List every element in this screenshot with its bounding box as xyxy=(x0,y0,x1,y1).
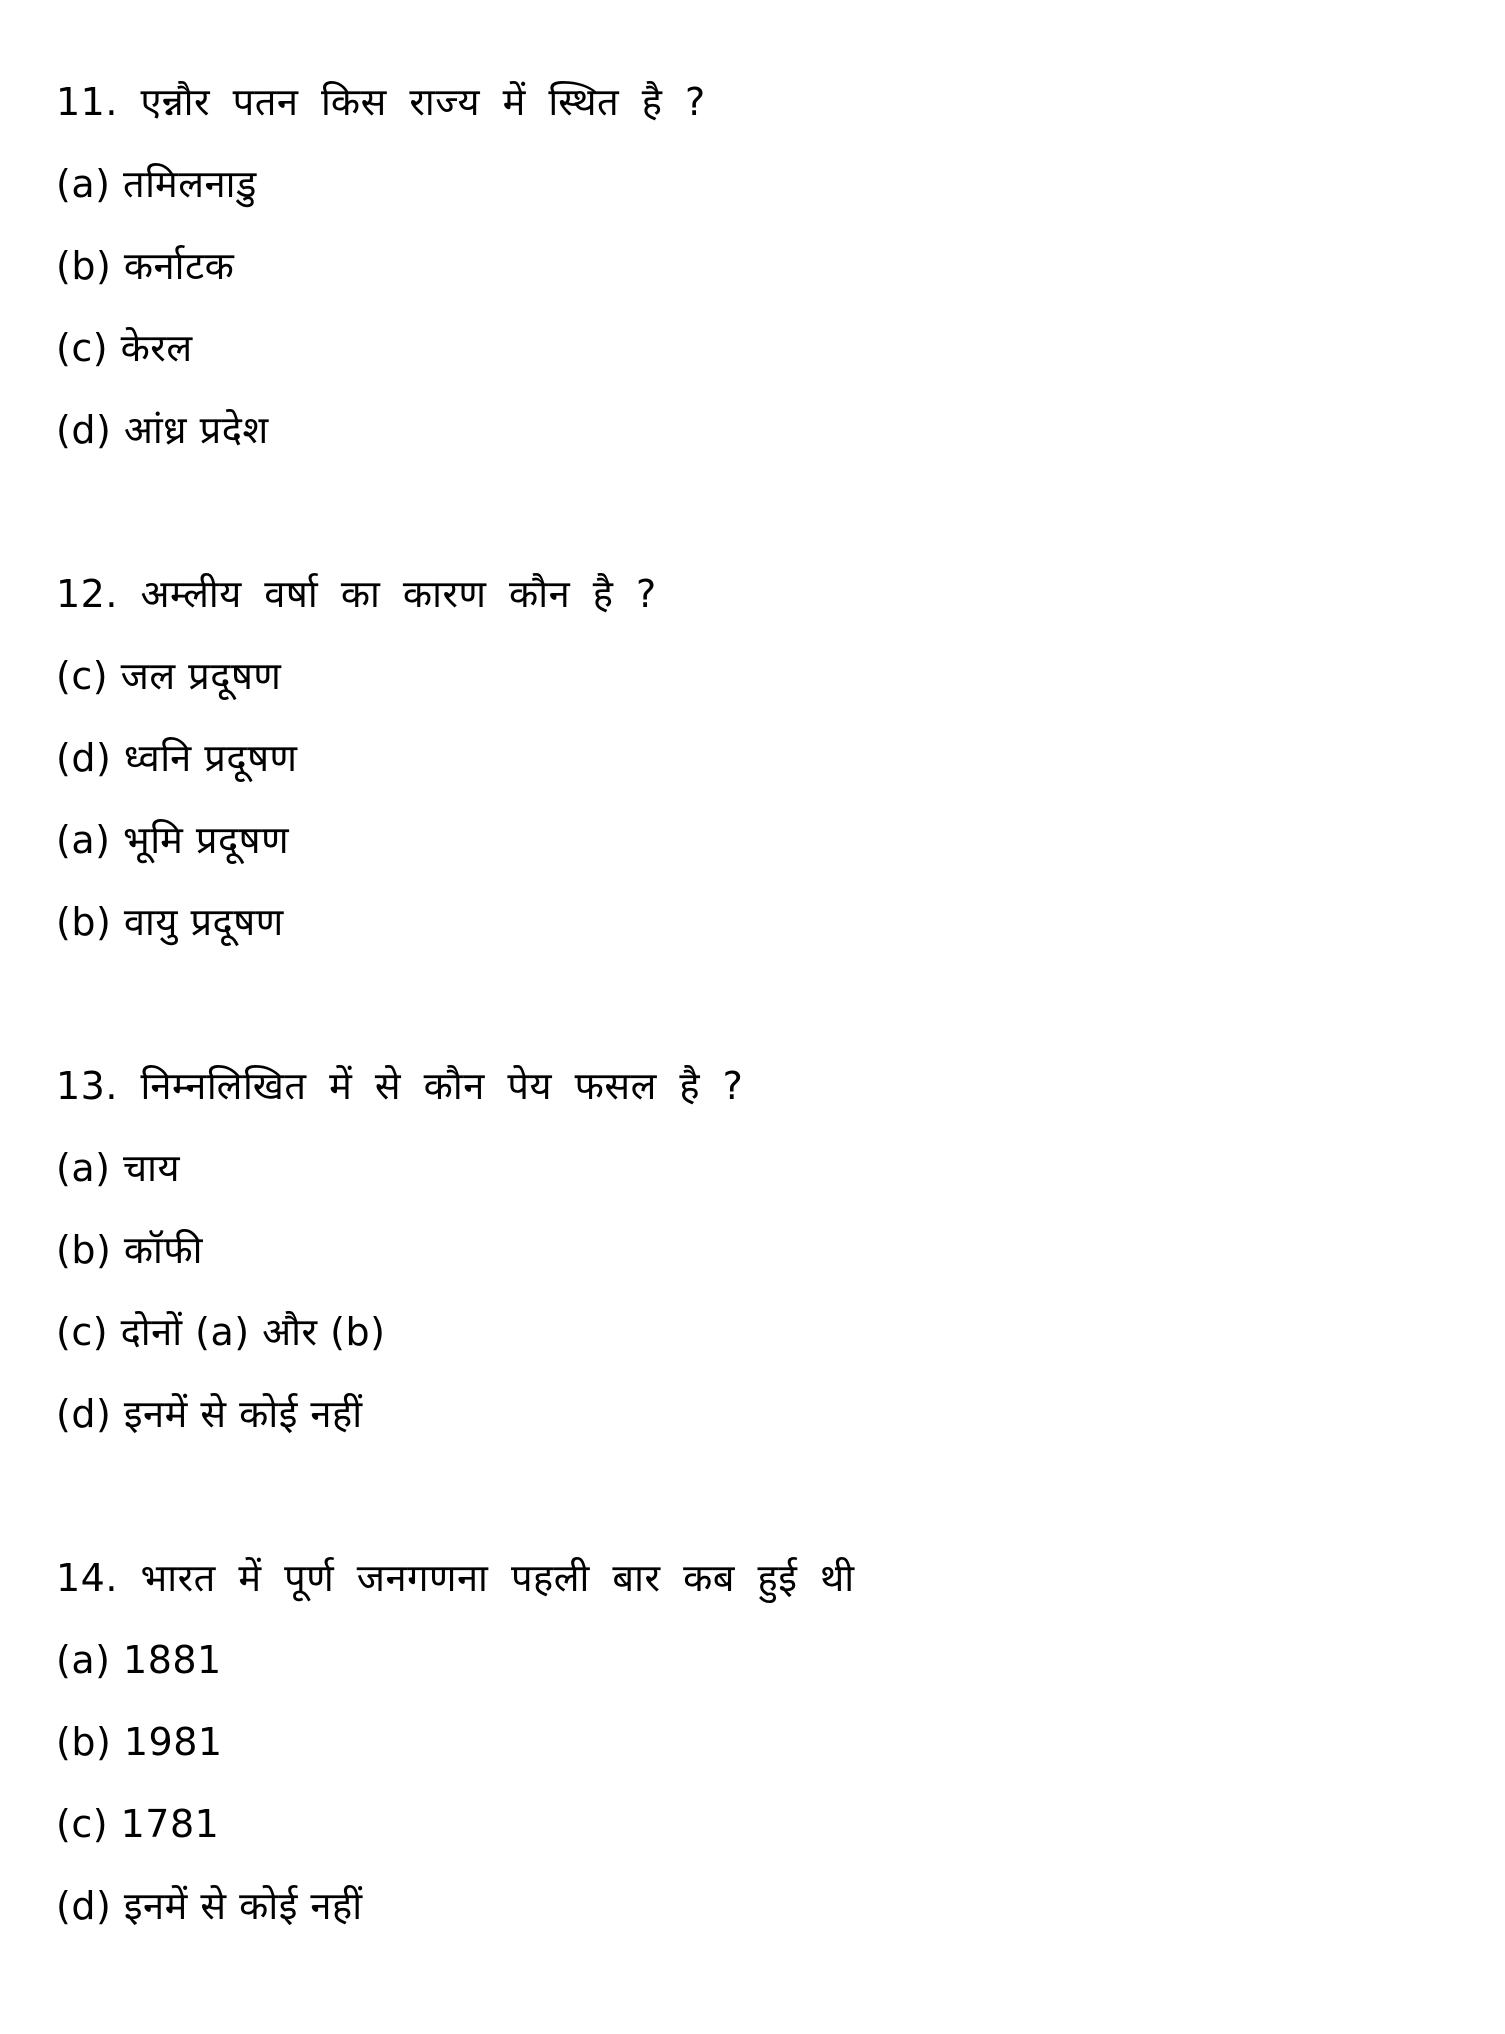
q12-option-d: (d) ध्वनि प्रदूषण xyxy=(56,736,298,780)
q13-option-b: (b) कॉफी xyxy=(56,1228,204,1272)
q14-option-d: (d) इनमें से कोई नहीं xyxy=(56,1884,363,1928)
q11-option-c: (c) केरल xyxy=(56,326,193,370)
q13-option-c: (c) दोनों (a) और (b) xyxy=(56,1310,386,1354)
q12-option-a: (a) भूमि प्रदूषण xyxy=(56,818,290,862)
q11-option-b: (b) कर्नाटक xyxy=(56,244,235,288)
question-12: 12. अम्लीय वर्षा का कारण कौन है ? xyxy=(56,572,657,616)
q11-option-a: (a) तमिलनाडु xyxy=(56,162,257,206)
q12-option-c: (c) जल प्रदूषण xyxy=(56,654,282,698)
q14-option-a: (a) 1881 xyxy=(56,1638,222,1682)
question-14: 14. भारत में पूर्ण जनगणना पहली बार कब हुई थी xyxy=(56,1556,855,1600)
q13-option-a: (a) चाय xyxy=(56,1146,181,1190)
q11-option-d: (d) आंध्र प्रदेश xyxy=(56,408,269,452)
question-11: 11. एन्नौर पतन किस राज्य में स्थित है ? xyxy=(56,80,706,124)
q12-option-b: (b) वायु प्रदूषण xyxy=(56,900,284,944)
q13-option-d: (d) इनमें से कोई नहीं xyxy=(56,1392,363,1436)
question-13: 13. निम्नलिखित में से कौन पेय फसल है ? xyxy=(56,1064,744,1108)
q14-option-b: (b) 1981 xyxy=(56,1720,223,1764)
q14-option-c: (c) 1781 xyxy=(56,1802,220,1846)
